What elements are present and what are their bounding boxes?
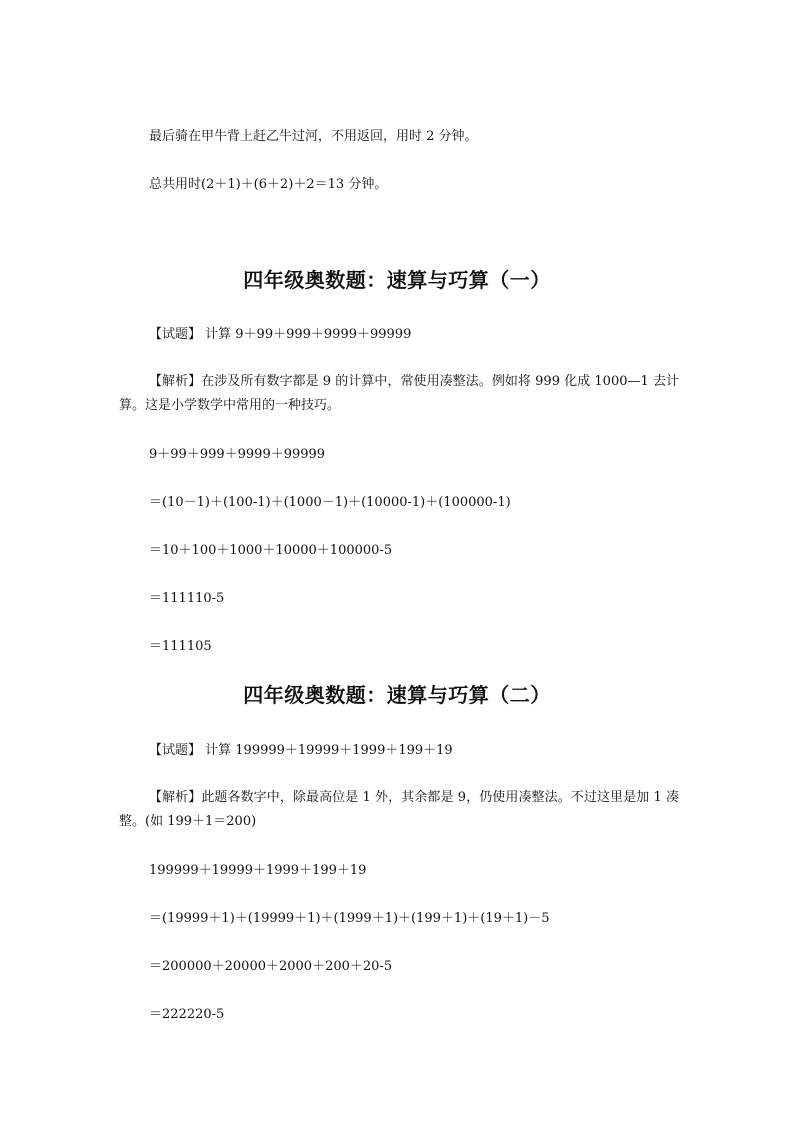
analysis-tag: 【解析】: [149, 374, 202, 389]
section-1-step-2: ＝(10－1)＋(100-1)＋(1000－1)＋(10000-1)＋(100000-1): [149, 495, 511, 510]
section-1-step-4: ＝111110-5: [149, 591, 225, 606]
section-2-step-2: ＝(19999＋1)＋(19999＋1)＋(1999＋1)＋(199＋1)＋(19＋1)－5: [149, 911, 550, 926]
section-2-analysis: [119, 786, 679, 834]
section-1-title: 四年级奥数题：速算与巧算（一）: [243, 268, 551, 292]
intro-line-2: 总共用时(2＋1)＋(6＋2)＋2＝13 分钟。: [149, 177, 388, 192]
section-2-step-4: ＝222220-5: [149, 1007, 225, 1022]
question-tag: 【试题】: [149, 327, 202, 342]
question-text: 计算 9＋99＋999＋9999＋99999: [201, 327, 412, 342]
analysis-text: 此题各数字中，除最高位是 1 外，其余都是 9，仍使用凑整法。不过这里是加 1 凑整。(如 199＋1＝200): [119, 790, 679, 829]
section-2-title: 四年级奥数题：速算与巧算（二）: [243, 683, 551, 707]
section-1-step-3: ＝10＋100＋1000＋10000＋100000-5: [149, 543, 393, 558]
section-1-step-1: 9＋99＋999＋9999＋99999: [149, 447, 326, 462]
analysis-text: 在涉及所有数字都是 9 的计算中，常使用凑整法。例如将 999 化成 1000—1 去计算。这是小学数学中常用的一种技巧。: [119, 374, 679, 413]
section-1-step-5: ＝111105: [149, 639, 212, 654]
intro-line-1: 最后骑在甲牛背上赶乙牛过河，不用返回，用时 2 分钟。: [149, 129, 478, 144]
analysis-tag: 【解析】: [149, 790, 202, 805]
question-tag: 【试题】: [149, 743, 202, 758]
section-1-question: [149, 326, 411, 343]
section-1-analysis: [119, 370, 679, 418]
section-2-step-3: ＝200000＋20000＋2000＋200＋20-5: [149, 959, 393, 974]
question-text: 计算 199999＋19999＋1999＋199＋19: [201, 743, 453, 758]
section-2-step-1: 199999＋19999＋1999＋199＋19: [149, 863, 367, 878]
section-2-question: [149, 742, 453, 759]
